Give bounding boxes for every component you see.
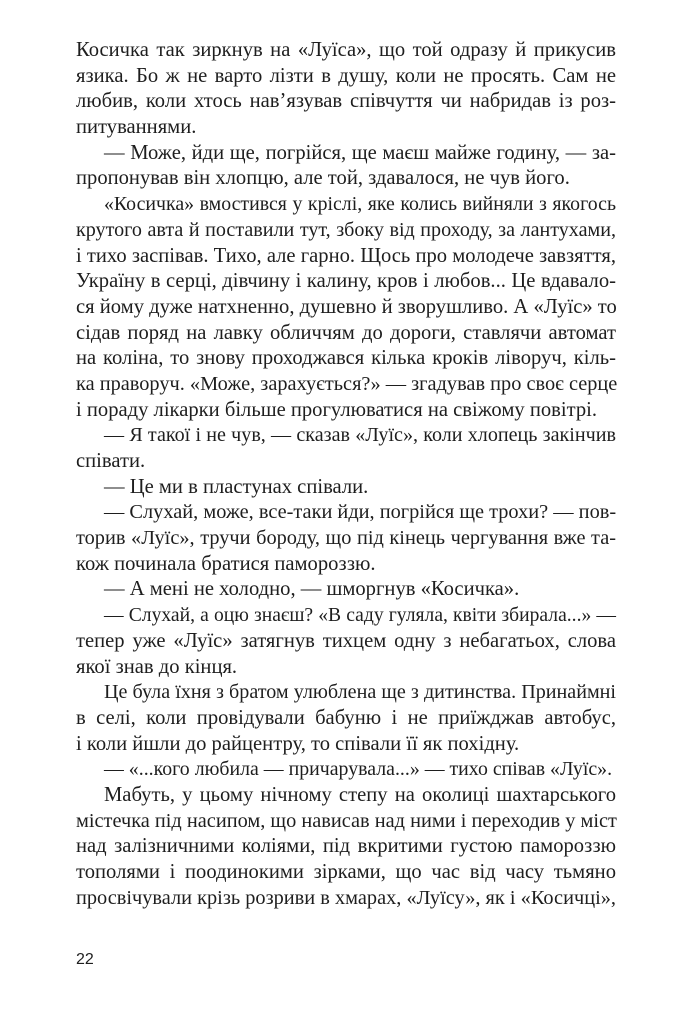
body-text xyxy=(76,38,616,911)
text-line: тепер уже «Луїс» затягнув тихцем одну з небагатьох, слова xyxy=(76,629,616,652)
text-line: — «...кого любила — причарувала...» — тихо співав «Луїс». xyxy=(104,758,613,781)
text-line: ся йому дуже натхненно, душевно й зворушливо. А «Луїс» то xyxy=(76,295,617,318)
text-line: Це була їхня з братом улюблена ще з дитинства. Принаймні xyxy=(104,681,616,704)
text-line: — Я такої і не чув, — сказав «Луїс», коли хлопець закінчив xyxy=(104,424,616,447)
text-line: і коли йшли до райцентру, то співали її як похідну. xyxy=(76,732,520,755)
text-line: над залізничними коліями, під вкритими густою памороззю xyxy=(76,835,616,858)
text-line: Косичка так зиркнув на «Луїса», що той одразу й прикусив xyxy=(76,39,616,61)
text-line: тополями і поодинокими зірками, що час від часу тьмяно xyxy=(76,861,616,883)
text-line: ка праворуч. «Може, зарахується?» — згадував про своє серце xyxy=(76,372,618,395)
text-line: крутого авта й поставили тут, збоку від проходу, за лантухами, xyxy=(76,218,616,241)
text-line: містечка під насипом, що нависав над ними і переходив у міст xyxy=(76,809,617,832)
text-line: на коліна, то знову проходжався кілька кроків ліворуч, кіль- xyxy=(76,347,616,370)
text-line: і тихо заспівав. Тихо, але гарно. Щось про молодече завзяття, xyxy=(76,244,616,267)
text-line: пропонував він хлопцю, але той, здавалося, не чув його. xyxy=(76,167,570,190)
text-line: просвічували крізь розриви в хмарах, «Луїсу», як і «Косичці», xyxy=(76,886,616,909)
text-line: любив, коли хтось нав’язував співчуття чи набридав із роз- xyxy=(76,90,616,113)
text-line: «Косичка» вмостився у кріслі, яке колись вийняли з якогось xyxy=(104,193,616,216)
text-line: і пораду лікарки більше прогулюватися на свіжому повітрі. xyxy=(76,398,597,421)
text-line: — Може, йди ще, погрійся, ще маєш майже годину, — за- xyxy=(104,141,616,164)
text-line: — Слухай, а оцю знаєш? «В саду гуляла, квіти збирала...» — xyxy=(104,605,616,627)
text-line: торив «Луїс», тручи бороду, що під кінець чергування вже та- xyxy=(76,527,616,550)
text-line: Україну в серці, дівчину і калину, кров і любов... Це вдавало- xyxy=(76,270,616,293)
text-line: — Це ми в пластунах співали. xyxy=(104,475,369,498)
text-line: в селі, коли провідували бабуню і не приїжджав автобус, xyxy=(76,706,616,729)
text-line: — Слухай, може, все-таки йди, погрійся ще трохи? — пов- xyxy=(104,501,617,524)
text-line: питуваннями. xyxy=(76,116,197,139)
text-line: співати. xyxy=(76,450,146,472)
text-line: кож починала братися памороззю. xyxy=(76,552,376,575)
text-line: язика. Бо ж не варто лізти в душу, коли не просять. Сам не xyxy=(76,64,616,87)
text-line: якої знав до кінця. xyxy=(76,655,238,678)
text-line: — А мені не холодно, — шморгнув «Косичка». xyxy=(104,578,520,601)
text-line: сідав поряд на лавку обличчям до дороги, ставлячи автомат xyxy=(76,321,616,344)
page-number: 22 xyxy=(76,951,94,968)
text-line: Мабуть, у цьому нічному степу на околиці шахтарського xyxy=(104,783,616,806)
